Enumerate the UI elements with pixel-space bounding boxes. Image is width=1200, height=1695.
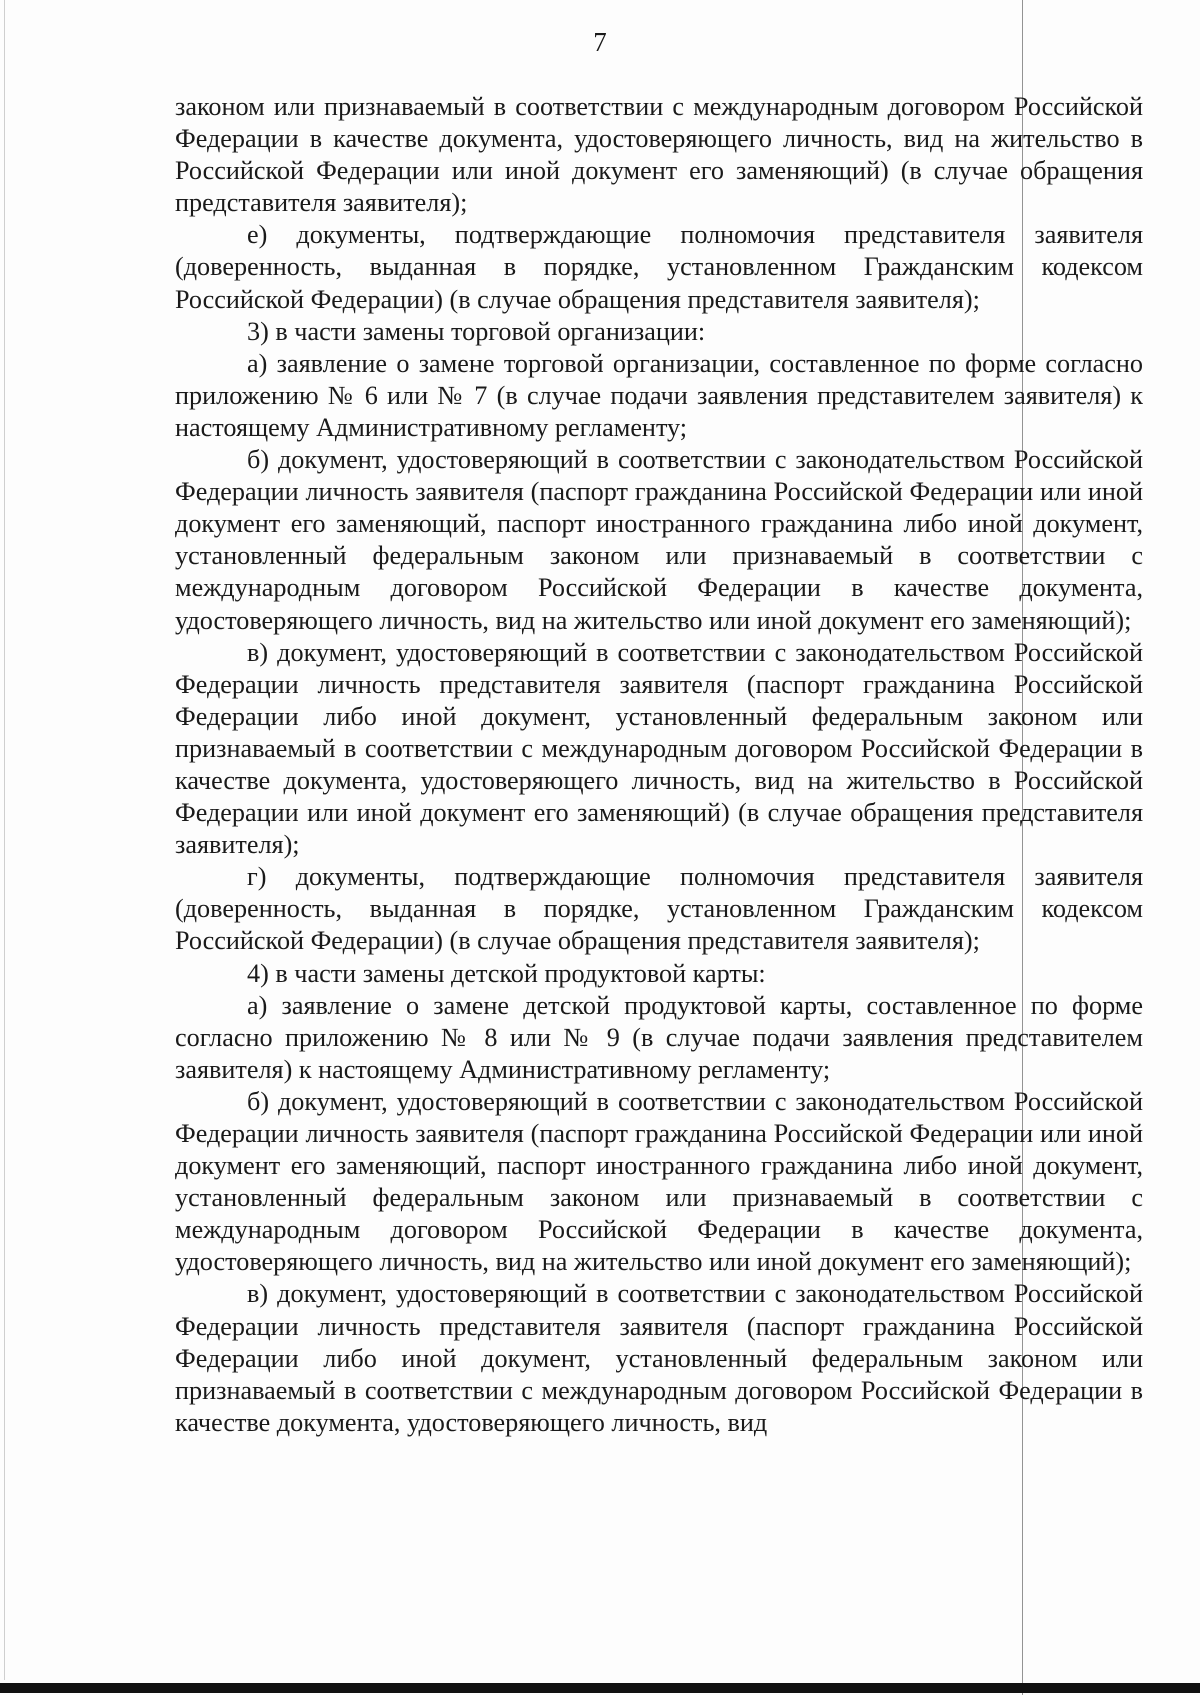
paragraph-item-3a: а) заявление о замене торговой организации, составленное по форме согласно приложению № 6 или № 7 (в случае подачи заявления представителем заявителя) к настоящему Административному регламенту; (175, 348, 1143, 442)
scan-edge-line (4, 0, 5, 1680)
paragraph-item-3g: г) документы, подтверждающие полномочия представителя заявителя (доверенность, выданная в порядке, установленном Гражданским кодексом Российской Федерации) (в случае обращения представителя заявителя); (175, 862, 1143, 956)
section-heading-4: 4) в части замены детской продуктовой карты: (247, 958, 766, 988)
paragraph-item-4v: в) документ, удостоверяющий в соответствии с законодательством Российской Федерации личность представителя заявителя (паспорт гражданина Российской Федерации либо иной документ, установленный федеральным законом или признаваемый в соответствии с международным договором Российской Федерации в качестве документа, удостоверяющего личность, вид (175, 1279, 1143, 1437)
document-body (175, 91, 1143, 1439)
paragraph-item-3v: в) документ, удостоверяющий в соответствии с законодательством Российской Федерации личность представителя заявителя (паспорт гражданина Российской Федерации либо иной документ, установленный федеральным законом или признаваемый в соответствии с международным договором Российской Федерации в качестве документа, удостоверяющего личность, вид на жительство в Российской Федерации или иной документ его заменяющий) (в случае обращения представителя заявителя); (175, 637, 1143, 860)
scan-bottom-border (0, 1683, 1200, 1693)
paragraph-item-4a: а) заявление о замене детской продуктовой карты, составленное по форме согласно приложению № 8 или № 9 (в случае подачи заявления представителем заявителя) к настоящему Административному регламенту; (175, 990, 1143, 1084)
paragraph-continuation: законом или признаваемый в соответствии с международным договором Российской Федерации в качестве документа, удостоверяющего личность, вид на жительство в Российской Федерации или иной документ его заменяющий) (в случае обращения представителя заявителя); (175, 92, 1143, 218)
page-number: 7 (593, 27, 607, 57)
paragraph-item-4b: б) документ, удостоверяющий в соответствии с законодательством Российской Федерации личность заявителя (паспорт гражданина Российской Федерации или иной документ его заменяющий, паспорт иностранного гражданина либо иной документ, установленный федеральным законом или признаваемый в соответствии с международным договором Российской Федерации в качестве документа, удостоверяющего личность, вид на жительство или иной документ его заменяющий); (175, 1086, 1143, 1277)
paragraph-item-e: е) документы, подтверждающие полномочия представителя заявителя (доверенность, выданная в порядке, установленном Гражданским кодексом Российской Федерации) (в случае обращения представителя заявителя); (175, 220, 1143, 314)
section-heading-3: 3) в части замены торговой организации: (247, 316, 706, 346)
paragraph-item-3b: б) документ, удостоверяющий в соответствии с законодательством Российской Федерации личность заявителя (паспорт гражданина Российской Федерации или иной документ его заменяющий, паспорт иностранного гражданина либо иной документ, установленный федеральным законом или признаваемый в соответствии с международным договором Российской Федерации в качестве документа, удостоверяющего личность, вид на жительство или иной документ его заменяющий); (175, 445, 1143, 635)
